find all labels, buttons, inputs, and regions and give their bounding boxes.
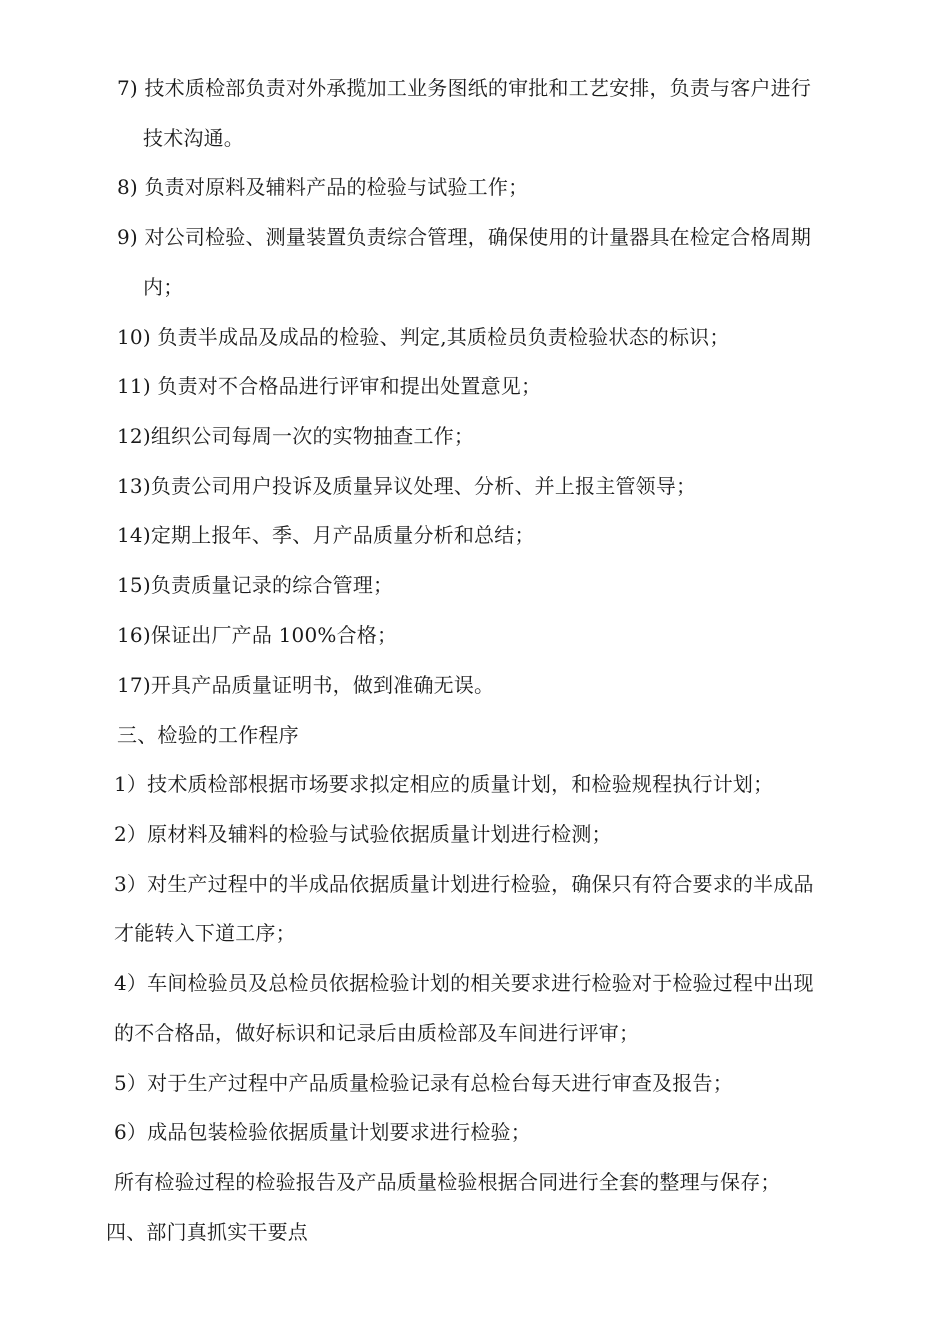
procedure-item-5: 5）对于生产过程中产品质量检验记录有总检台每天进行审查及报告； [114,1071,733,1095]
procedure-item-3: 3）对生产过程中的半成品依据质量计划进行检验，确保只有符合要求的半成品 [114,872,814,896]
list-item-7-continued: 技术沟通。 [143,126,244,150]
procedure-item-3-continued: 才能转入下道工序； [114,921,296,945]
list-item-16: 16)保证出厂产品 100%合格； [117,623,398,647]
section-heading-4: 四、部门真抓实干要点 [106,1220,308,1244]
list-item-7: 7) 技术质检部负责对外承揽加工业务图纸的审批和工艺安排，负责与客户进行 [117,76,812,100]
list-item-10: 10) 负责半成品及成品的检验、判定,其质检员负责检验状态的标识； [117,325,730,349]
procedure-item-4-continued: 的不合格品，做好标识和记录后由质检部及车间进行评审； [114,1021,640,1045]
procedure-summary: 所有检验过程的检验报告及产品质量检验根据合同进行全套的整理与保存； [114,1170,781,1194]
list-item-9: 9) 对公司检验、测量装置负责综合管理，确保使用的计量器具在检定合格周期 [117,225,812,249]
procedure-item-1: 1）技术质检部根据市场要求拟定相应的质量计划，和检验规程执行计划； [114,772,774,796]
list-item-11: 11) 负责对不合格品进行评审和提出处置意见； [117,374,542,398]
section-heading-3: 三、检验的工作程序 [117,723,299,747]
procedure-item-4: 4）车间检验员及总检员依据检验计划的相关要求进行检验对于检验过程中出现 [114,971,814,995]
list-item-17: 17)开具产品质量证明书，做到准确无误。 [117,673,495,697]
list-item-9-continued: 内； [143,275,184,299]
list-item-12: 12)组织公司每周一次的实物抽查工作； [117,424,475,448]
procedure-item-2: 2）原材料及辅料的检验与试验依据质量计划进行检测； [114,822,612,846]
procedure-item-6: 6）成品包装检验依据质量计划要求进行检验； [114,1120,531,1144]
list-item-15: 15)负责质量记录的综合管理； [117,573,394,597]
list-item-8: 8) 负责对原料及辅料产品的检验与试验工作； [117,175,529,199]
list-item-14: 14)定期上报年、季、月产品质量分析和总结； [117,523,535,547]
list-item-13: 13)负责公司用户投诉及质量异议处理、分析、并上报主管领导； [117,474,697,498]
